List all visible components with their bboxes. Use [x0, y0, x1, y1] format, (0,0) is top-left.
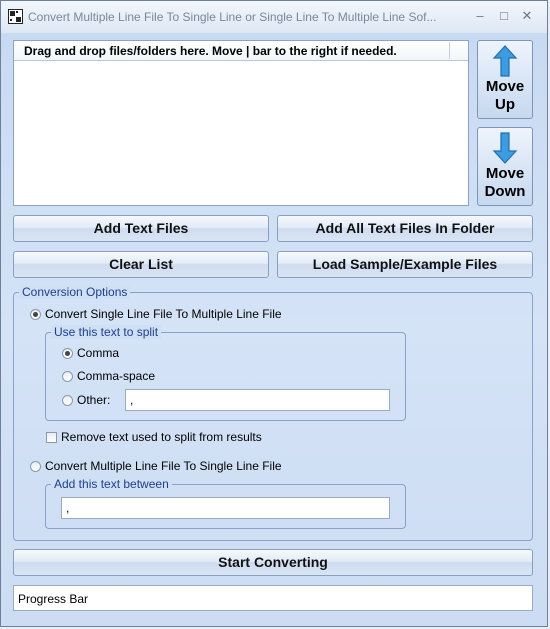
add-folder-button[interactable]: Add All Text Files In Folder	[277, 215, 533, 242]
comma-space-radio[interactable]	[62, 371, 73, 382]
start-converting-button[interactable]: Start Converting	[13, 549, 533, 576]
single-to-multiple-label[interactable]: Convert Single Line File To Multiple Line File	[45, 307, 282, 321]
move-down-button[interactable]	[477, 127, 533, 206]
move-up-label-1: Move	[485, 78, 525, 95]
progress-bar	[13, 585, 533, 611]
other-label[interactable]: Other:	[77, 393, 111, 407]
file-drop-list[interactable]	[13, 40, 469, 206]
split-text-legend: Use this text to split	[51, 325, 161, 339]
minimize-button[interactable]: –	[476, 8, 484, 23]
client-area	[1, 33, 547, 626]
move-up-button[interactable]	[477, 40, 533, 119]
add-text-files-button[interactable]: Add Text Files	[13, 215, 269, 242]
list-header-label: Drag and drop files/folders here. Move | bar to the right if needed.	[24, 44, 397, 58]
multiple-to-single-radio[interactable]	[30, 461, 41, 472]
other-split-input[interactable]: ,	[125, 389, 390, 411]
remove-split-text-label[interactable]: Remove text used to split from results	[61, 430, 262, 444]
load-sample-button[interactable]: Load Sample/Example Files	[277, 251, 533, 278]
list-column-header[interactable]	[14, 41, 468, 61]
arrow-down-icon	[492, 131, 518, 165]
comma-radio[interactable]	[62, 348, 73, 359]
move-up-label-2: Up	[495, 96, 515, 113]
between-text-input[interactable]: ,	[61, 497, 390, 519]
single-to-multiple-radio[interactable]	[30, 309, 41, 320]
other-radio[interactable]	[62, 395, 73, 406]
remove-split-text-checkbox[interactable]	[46, 432, 57, 443]
comma-space-label[interactable]: Comma-space	[77, 369, 156, 383]
multiple-to-single-label[interactable]: Convert Multiple Line File To Single Line File	[45, 459, 282, 473]
maximize-button[interactable]: □	[500, 8, 508, 23]
progress-bar-label: Progress Bar	[18, 592, 89, 606]
clear-list-button[interactable]: Clear List	[13, 251, 269, 278]
comma-label[interactable]: Comma	[77, 346, 120, 360]
title-bar[interactable]	[1, 1, 547, 33]
between-text-legend: Add this text between	[51, 477, 172, 491]
window-title: Convert Multiple Line File To Single Line or Single Line To Multiple Line Sof...	[28, 10, 437, 24]
close-button[interactable]: ✕	[521, 8, 533, 23]
column-resize-bar[interactable]	[449, 42, 450, 59]
arrow-up-icon	[492, 44, 518, 78]
move-down-label-2: Down	[484, 183, 526, 200]
conversion-options-legend: Conversion Options	[19, 285, 130, 299]
app-icon	[8, 9, 23, 24]
move-down-label-1: Move	[485, 165, 525, 182]
